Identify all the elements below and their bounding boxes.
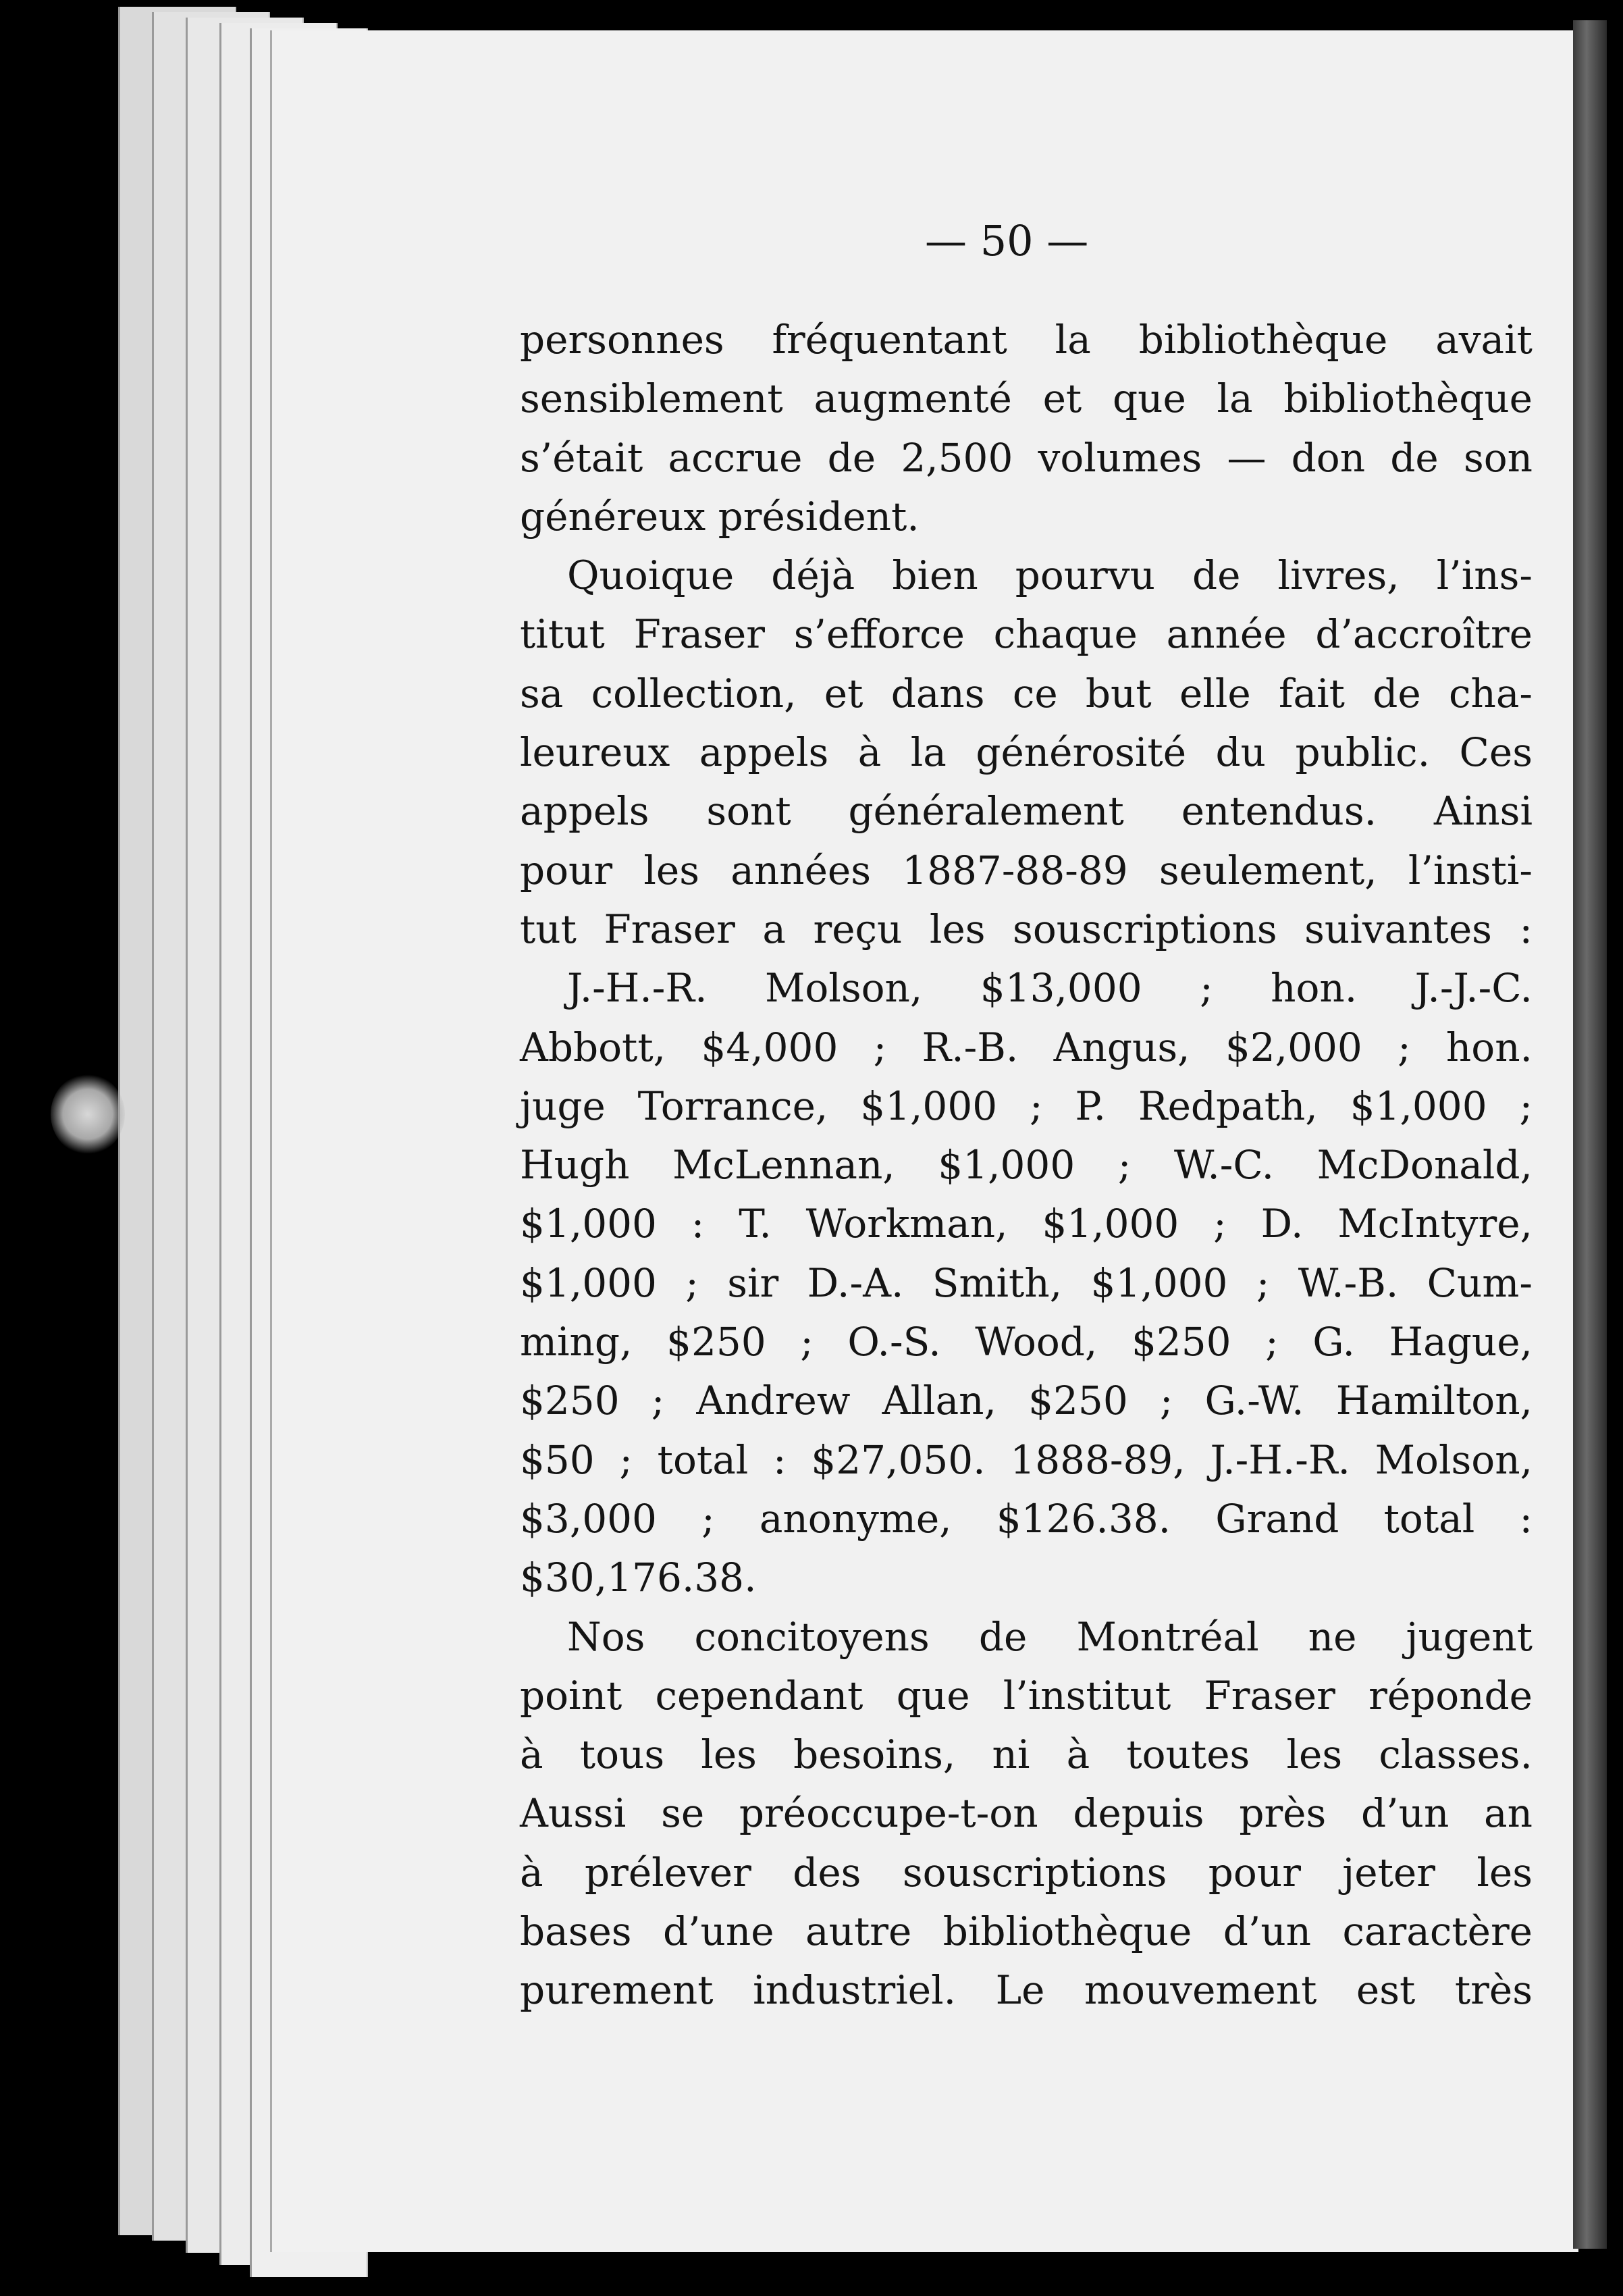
text-line: Nos concitoyens de Montréal ne jugent bbox=[567, 1613, 1533, 1660]
text-line: généreux président. bbox=[520, 493, 920, 540]
text-line: s’était accrue de 2,500 volumes — don de son bbox=[520, 434, 1533, 481]
text-line: $250 ; Andrew Allan, $250 ; G.-W. Hamilton, bbox=[520, 1378, 1533, 1424]
text-line: point cependant que l’institut Fraser réponde bbox=[520, 1672, 1533, 1719]
text-line: $30,176.38. bbox=[520, 1555, 757, 1601]
text-line: sa collection, et dans ce but elle fait de cha- bbox=[520, 670, 1533, 716]
text-line: tut Fraser a reçu les souscriptions suivantes : bbox=[520, 906, 1533, 952]
text-line: purement industriel. Le mouvement est très bbox=[520, 1967, 1533, 2014]
text-line: J.-H.-R. Molson, $13,000 ; hon. J.-J.-C. bbox=[567, 965, 1533, 1012]
text-line: leureux appels à la générosité du public. Ces bbox=[520, 729, 1533, 776]
text-line: $1,000 : T. Workman, $1,000 ; D. McIntyre, bbox=[520, 1201, 1533, 1247]
text-line: sensiblement augmenté et que la bibliothèque bbox=[520, 375, 1533, 422]
text-line: $1,000 ; sir D.-A. Smith, $1,000 ; W.-B. Cum- bbox=[520, 1259, 1533, 1306]
book-gutter bbox=[1573, 20, 1607, 2249]
text-line: $3,000 ; anonyme, $126.38. Grand total : bbox=[520, 1495, 1533, 1542]
text-line: Hugh McLennan, $1,000 ; W.-C. McDonald, bbox=[520, 1142, 1533, 1189]
text-line: bases d’une autre bibliothèque d’un caractère bbox=[520, 1908, 1533, 1955]
text-line: juge Torrance, $1,000 ; P. Redpath, $1,000 ; bbox=[520, 1082, 1533, 1129]
text-line: Aussi se préoccupe-t-on depuis près d’un an bbox=[520, 1790, 1533, 1837]
text-line: ming, $250 ; O.-S. Wood, $250 ; G. Hague, bbox=[520, 1319, 1533, 1365]
text-line: titut Fraser s’efforce chaque année d’accroître bbox=[520, 611, 1533, 658]
text-line: à prélever des souscriptions pour jeter les bbox=[520, 1849, 1533, 1896]
text-line: $50 ; total : $27,050. 1888-89, J.-H.-R. Molson, bbox=[520, 1436, 1533, 1483]
text-line: pour les années 1887-88-89 seulement, l’insti- bbox=[520, 847, 1533, 893]
text-line: Quoique déjà bien pourvu de livres, l’ins- bbox=[567, 552, 1533, 599]
text-line: appels sont généralement entendus. Ainsi bbox=[520, 788, 1533, 835]
page-number: — 50 — bbox=[925, 216, 1089, 265]
text-line: personnes fréquentant la bibliothèque avait bbox=[520, 317, 1533, 363]
paper-blotch bbox=[51, 1074, 125, 1155]
text-line: Abbott, $4,000 ; R.-B. Angus, $2,000 ; hon. bbox=[520, 1024, 1533, 1070]
text-line: à tous les besoins, ni à toutes les classes. bbox=[520, 1731, 1533, 1778]
body-text bbox=[520, 311, 1533, 2020]
